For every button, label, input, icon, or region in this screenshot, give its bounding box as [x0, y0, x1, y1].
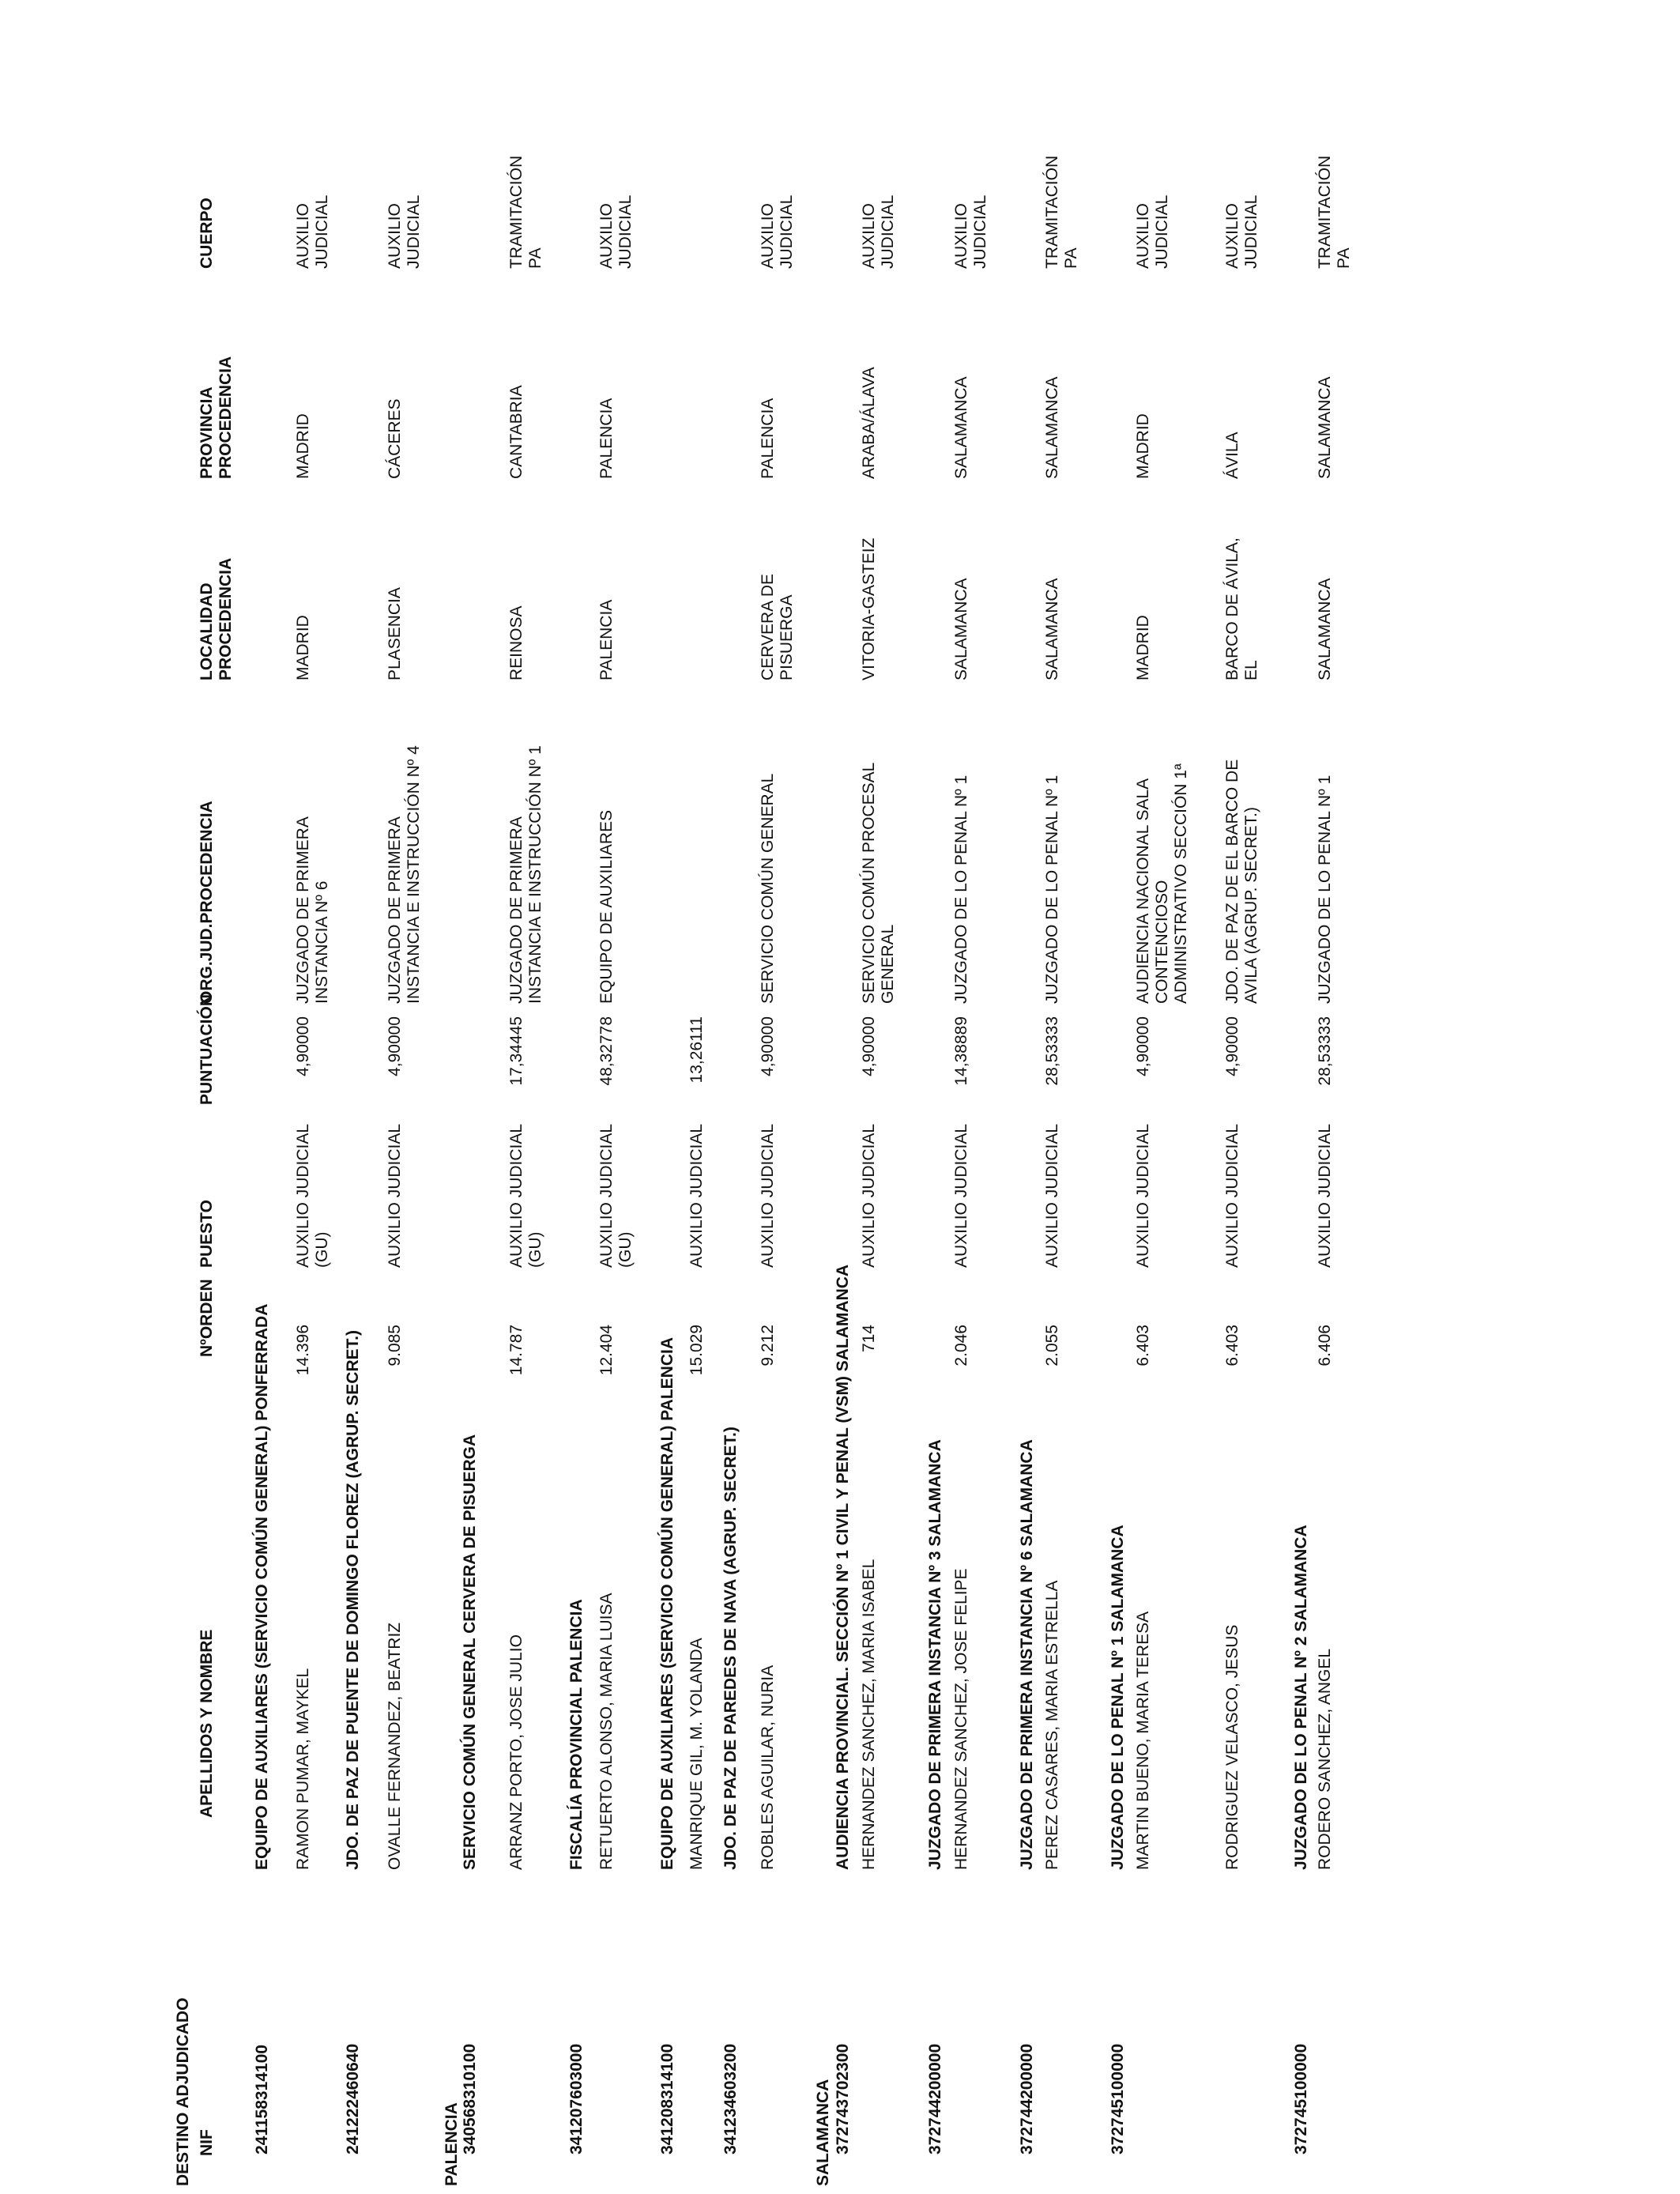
row-org: SERVICIO COMÚN PROCESAL GENERAL — [860, 762, 897, 1004]
row-puesto: AUXILIO JUDICIAL (GU) — [294, 1123, 331, 1268]
row-puesto: AUXILIO JUDICIAL (GU) — [597, 1123, 635, 1268]
row-nombre: MARTIN BUENO, MARIA TERESA — [1134, 1611, 1152, 1870]
row-orden: 9.212 — [759, 1325, 777, 1367]
row-org: JUZGADO DE PRIMERA INSTANCIA E INSTRUCCIÓN Nº 4 — [386, 745, 423, 1004]
destino-nif: 372743702300 — [834, 2043, 852, 2154]
row-org: JUZGADO DE PRIMERA INSTANCIA Nº 6 — [294, 816, 331, 1004]
row-orden: 6.406 — [1316, 1325, 1334, 1367]
destino-nif: 372745100000 — [1292, 2043, 1310, 2154]
row-puntuacion: 28,53333 — [1043, 1016, 1061, 1086]
header-norden: NºORDEN — [198, 1279, 216, 1357]
header-cuerpo: CUERPO — [198, 198, 216, 269]
row-provincia: MADRID — [294, 413, 312, 479]
row-localidad: MADRID — [1134, 615, 1152, 680]
row-nombre: RAMON PUMAR, MAYKEL — [294, 1668, 312, 1870]
row-puesto: AUXILIO JUDICIAL — [1316, 1123, 1334, 1268]
row-puntuacion: 4,90000 — [759, 1016, 777, 1076]
row-orden: 9.085 — [386, 1325, 404, 1367]
row-org: JUZGADO DE LO PENAL Nº 1 — [1316, 775, 1334, 1004]
row-orden: 14.396 — [294, 1325, 312, 1376]
row-cuerpo: TRAMITACIÓN PA — [1043, 155, 1080, 269]
row-puntuacion: 48,32778 — [597, 1016, 616, 1086]
row-puntuacion: 17,34445 — [507, 1016, 525, 1086]
row-org: JUZGADO DE LO PENAL Nº 1 — [1043, 775, 1061, 1004]
destino-nif: 341208314100 — [658, 2043, 676, 2154]
row-cuerpo: AUXILIO JUDICIAL — [597, 194, 635, 269]
destino-name: JUZGADO DE LO PENAL Nº 2 SALAMANCA — [1292, 1525, 1310, 1870]
row-localidad: PLASENCIA — [386, 587, 404, 680]
row-cuerpo: AUXILIO JUDICIAL — [1134, 194, 1171, 269]
destino-name: EQUIPO DE AUXILIARES (SERVICIO COMÚN GENERAL) PALENCIA — [658, 1337, 676, 1870]
destino-name: SERVICIO COMÚN GENERAL CERVERA DE PISUERGA — [461, 1434, 479, 1870]
destino-nif: 341234603200 — [721, 2043, 740, 2154]
row-provincia: CÁCERES — [386, 398, 404, 479]
destino-nif: 341207603000 — [567, 2043, 586, 2154]
header-apellidos: APELLIDOS Y NOMBRE — [198, 1629, 216, 1818]
destino-name: JDO. DE PAZ DE PUENTE DE DOMINGO FLOREZ (AGRUP. SECRET.) — [344, 1330, 362, 1870]
destino-nif: 372745100000 — [1109, 2043, 1127, 2154]
row-org: EQUIPO DE AUXILIARES — [597, 809, 616, 1004]
header-puesto: PUESTO — [198, 1200, 216, 1268]
row-nombre: OVALLE FERNANDEZ, BEATRIZ — [386, 1622, 404, 1870]
row-orden: 6.403 — [1134, 1325, 1152, 1367]
row-nombre: ROBLES AGUILAR, NURIA — [759, 1664, 777, 1870]
row-org: JUZGADO DE LO PENAL Nº 1 — [952, 775, 970, 1004]
row-nombre: ARRANZ PORTO, JOSE JULIO — [507, 1634, 525, 1870]
row-puntuacion: 13,26111 — [687, 1016, 706, 1084]
row-puntuacion: 28,53333 — [1316, 1016, 1334, 1086]
row-nombre: HERNANDEZ SANCHEZ, MARIA ISABEL — [860, 1559, 878, 1870]
row-provincia: PALENCIA — [759, 398, 777, 479]
row-nombre: RETUERTO ALONSO, MARIA LUISA — [597, 1593, 616, 1870]
destino-name: JUZGADO DE LO PENAL Nº 1 SALAMANCA — [1109, 1525, 1127, 1870]
row-provincia: CANTABRIA — [507, 385, 525, 479]
header-localidad: LOCALIDAD PROCEDENCIA — [198, 557, 235, 680]
row-cuerpo: AUXILIO JUDICIAL — [386, 194, 423, 269]
row-puntuacion: 14,38889 — [952, 1016, 970, 1086]
province-label-salamanca: SALAMANCA — [814, 2079, 832, 2186]
destino-nif: 372744200000 — [1018, 2043, 1036, 2154]
row-localidad: MADRID — [294, 615, 312, 680]
row-puesto: AUXILIO JUDICIAL — [952, 1123, 970, 1268]
header-org: ORG.JUD.PROCEDENCIA — [198, 801, 216, 1004]
row-orden: 12.404 — [597, 1325, 616, 1376]
row-puesto: AUXILIO JUDICIAL — [1134, 1123, 1152, 1268]
province-label-palencia: PALENCIA — [443, 2102, 461, 2186]
header-nif: NIF — [198, 2129, 216, 2156]
row-puesto: AUXILIO JUDICIAL — [1223, 1123, 1241, 1268]
row-cuerpo: TRAMITACIÓN PA — [1316, 155, 1353, 269]
row-cuerpo: TRAMITACIÓN PA — [507, 155, 544, 269]
row-orden: 2.046 — [952, 1325, 970, 1367]
row-puesto: AUXILIO JUDICIAL — [1043, 1123, 1061, 1268]
row-puntuacion: 4,90000 — [386, 1016, 404, 1076]
row-puntuacion: 4,90000 — [1223, 1016, 1241, 1076]
destino-name: JDO. DE PAZ DE PAREDES DE NAVA (AGRUP. SECRET.) — [721, 1427, 740, 1870]
row-orden: 714 — [860, 1325, 878, 1353]
destino-name: EQUIPO DE AUXILIARES (SERVICIO COMÚN GENERAL) PONFERRADA — [253, 1303, 271, 1870]
row-puntuacion: 4,90000 — [1134, 1016, 1152, 1076]
row-nombre: PEREZ CASARES, MARIA ESTRELLA — [1043, 1580, 1061, 1870]
row-localidad: VITORIA-GASTEIZ — [860, 537, 878, 680]
row-localidad: SALAMANCA — [952, 578, 970, 680]
row-cuerpo: AUXILIO JUDICIAL — [952, 194, 989, 269]
row-localidad: CERVERA DE PISUERGA — [759, 574, 796, 680]
destino-name: AUDIENCIA PROVINCIAL. SECCIÓN Nº 1 CIVIL Y PENAL (VSM) SALAMANCA — [834, 1264, 852, 1870]
row-orden: 6.403 — [1223, 1325, 1241, 1367]
row-orden: 15.029 — [687, 1325, 706, 1376]
row-org: SERVICIO COMÚN GENERAL — [759, 773, 777, 1004]
row-provincia: SALAMANCA — [1316, 376, 1334, 479]
row-localidad: SALAMANCA — [1316, 578, 1334, 680]
row-puesto: AUXILIO JUDICIAL — [860, 1123, 878, 1268]
row-org: AUDIENCIA NACIONAL SALA CONTENCIOSO ADMINISTRATIVO SECCIÓN 1ª — [1134, 763, 1190, 1004]
row-orden: 14.787 — [507, 1325, 525, 1376]
row-localidad: BARCO DE ÁVILA, EL — [1223, 537, 1260, 680]
document-title: DESTINO ADJUDICADO — [174, 1997, 192, 2186]
row-puntuacion: 4,90000 — [294, 1016, 312, 1076]
row-puesto: AUXILIO JUDICIAL — [759, 1123, 777, 1268]
row-localidad: SALAMANCA — [1043, 578, 1061, 680]
destino-nif: 241222460640 — [344, 2043, 362, 2154]
row-cuerpo: AUXILIO JUDICIAL — [759, 194, 796, 269]
row-puesto: AUXILIO JUDICIAL — [386, 1123, 404, 1268]
header-puntuacion: PUNTUACIÓN — [198, 994, 216, 1105]
row-cuerpo: AUXILIO JUDICIAL — [294, 194, 331, 269]
destino-name: JUZGADO DE PRIMERA INSTANCIA Nº 6 SALAMANCA — [1018, 1439, 1036, 1870]
destino-nif: 241158314100 — [253, 2045, 271, 2154]
row-nombre: HERNANDEZ SANCHEZ, JOSE FELIPE — [952, 1568, 970, 1870]
row-org: JDO. DE PAZ DE EL BARCO DE AVILA (AGRUP. SECRET.) — [1223, 759, 1260, 1004]
row-orden: 2.055 — [1043, 1325, 1061, 1367]
row-nombre: RODRIGUEZ VELASCO, JESUS — [1223, 1624, 1241, 1870]
row-localidad: REINOSA — [507, 605, 525, 680]
row-cuerpo: AUXILIO JUDICIAL — [860, 194, 897, 269]
row-provincia: MADRID — [1134, 413, 1152, 479]
row-puesto: AUXILIO JUDICIAL — [687, 1123, 706, 1268]
row-provincia: SALAMANCA — [1043, 376, 1061, 479]
row-org: JUZGADO DE PRIMERA INSTANCIA E INSTRUCCIÓN Nº 1 — [507, 745, 544, 1004]
row-localidad: PALENCIA — [597, 599, 616, 680]
row-provincia: ÁVILA — [1223, 432, 1241, 479]
header-provincia: PROVINCIA PROCEDENCIA — [198, 356, 235, 479]
destino-name: JUZGADO DE PRIMERA INSTANCIA Nº 3 SALAMANCA — [926, 1439, 944, 1870]
row-puesto: AUXILIO JUDICIAL (GU) — [507, 1123, 544, 1268]
row-puntuacion: 4,90000 — [860, 1016, 878, 1076]
destino-nif: 372744200000 — [926, 2043, 944, 2154]
row-provincia: ARABA/ÁLAVA — [860, 367, 878, 479]
destino-nif: 340568310100 — [461, 2043, 479, 2154]
destino-name: FISCALÍA PROVINCIAL PALENCIA — [567, 1599, 586, 1870]
row-provincia: SALAMANCA — [952, 376, 970, 479]
row-cuerpo: AUXILIO JUDICIAL — [1223, 194, 1260, 269]
row-nombre: RODERO SANCHEZ, ANGEL — [1316, 1648, 1334, 1870]
row-provincia: PALENCIA — [597, 398, 616, 479]
row-nombre: MANRIQUE GIL, M. YOLANDA — [687, 1638, 706, 1870]
